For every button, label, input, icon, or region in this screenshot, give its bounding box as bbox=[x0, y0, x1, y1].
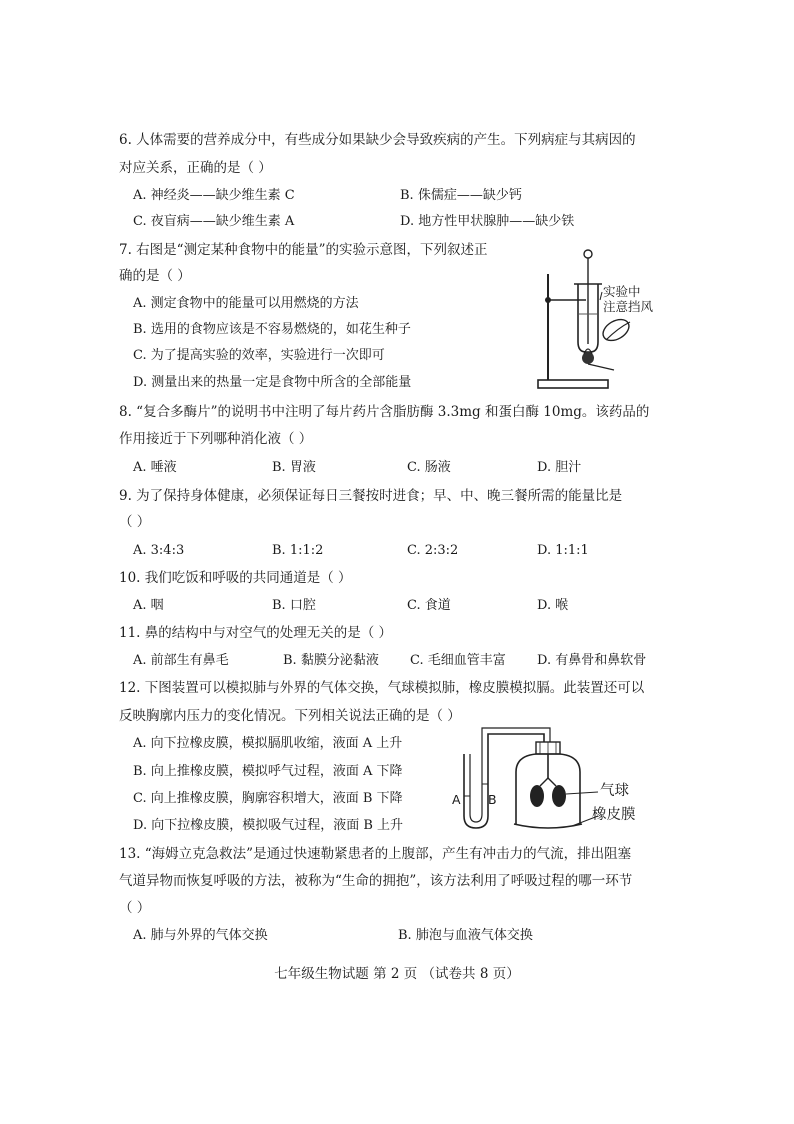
q12-option-d: D. 向下拉橡皮膜，模拟吸气过程，液面 B 上升 bbox=[133, 818, 404, 833]
q8-option-b: B. 胃液 bbox=[272, 460, 316, 475]
q11-stem: 11. 鼻的结构中与对空气的处理无关的是（ ） bbox=[119, 625, 393, 641]
q7-stem-line1: 7. 右图是“测定某种食物中的能量”的实验示意图，下列叙述正 bbox=[119, 242, 488, 258]
q13-option-a: A. 肺与外界的气体交换 bbox=[133, 928, 268, 943]
q8-option-d: D. 胆汁 bbox=[537, 460, 582, 475]
q6-option-b: B. 侏儒症——缺少钙 bbox=[400, 188, 522, 203]
q7-stem-line2: 确的是（ ） bbox=[119, 268, 191, 284]
q8-stem-line2: 作用接近于下列哪种消化液（ ） bbox=[119, 431, 313, 447]
q6-option-d: D. 地方性甲状腺肿——缺少铁 bbox=[400, 214, 575, 229]
q10-option-c: C. 食道 bbox=[407, 598, 451, 613]
q13-stem-line3: （ ） bbox=[119, 900, 151, 916]
q6-option-a: A. 神经炎——缺少维生素 C bbox=[133, 188, 295, 203]
page-footer: 七年级生物试题 第 2 页 （试卷共 8 页） bbox=[274, 966, 520, 982]
q12-option-c: C. 向上推橡皮膜，胸廓容积增大，液面 B 下降 bbox=[133, 791, 403, 806]
q11-option-c: C. 毛细血管丰富 bbox=[410, 653, 506, 668]
q10-option-a: A. 咽 bbox=[133, 598, 164, 613]
q7-option-d: D. 测量出来的热量一定是食物中所含的全部能量 bbox=[133, 375, 412, 390]
q9-option-a: A. 3:4:3 bbox=[133, 543, 185, 558]
q12-option-a: A. 向下拉橡皮膜，模拟膈肌收缩，液面 A 上升 bbox=[133, 736, 403, 751]
q9-option-b: B. 1:1:2 bbox=[272, 543, 324, 558]
q9-stem-line1: 9. 为了保持身体健康，必须保证每日三餐按时进食；早、中、晚三餐所需的能量比是 bbox=[119, 488, 623, 504]
q11-option-a: A. 前部生有鼻毛 bbox=[133, 653, 229, 668]
q9-stem-line2: （ ） bbox=[119, 514, 151, 530]
membrane-label: 橡皮膜 bbox=[592, 807, 636, 823]
q6-stem-line2: 对应关系，正确的是（ ） bbox=[119, 160, 272, 176]
q12-stem-line2: 反映胸廓内压力的变化情况。下列相关说法正确的是（ ） bbox=[119, 708, 461, 724]
figure-label-windshield: 注意挡风 bbox=[603, 299, 654, 314]
q10-stem: 10. 我们吃饭和呼吸的共同通道是（ ） bbox=[119, 570, 352, 586]
food-energy-apparatus-figure bbox=[528, 244, 678, 394]
q9-option-c: C. 2:3:2 bbox=[407, 543, 459, 558]
q6-stem-line1: 6. 人体需要的营养成分中，有些成分如果缺少会导致疾病的产生。下列病症与其病因的 bbox=[119, 132, 636, 148]
q10-option-b: B. 口腔 bbox=[272, 598, 316, 613]
q12-stem-line1: 12. 下图装置可以模拟肺与外界的气体交换，气球模拟肺，橡皮膜模拟膈。此装置还可以 bbox=[119, 680, 645, 696]
q13-stem-line2: 气道异物而恢复呼吸的方法，被称为“生命的拥抱”，该方法利用了呼吸过程的哪一环节 bbox=[119, 873, 633, 889]
q7-option-c: C. 为了提高实验的效率，实验进行一次即可 bbox=[133, 348, 385, 363]
q8-option-c: C. 肠液 bbox=[407, 460, 451, 475]
q7-option-b: B. 选用的食物应该是不容易燃烧的，如花生种子 bbox=[133, 322, 411, 337]
q11-option-b: B. 黏膜分泌黏液 bbox=[283, 653, 379, 668]
u-tube-label-a: A bbox=[452, 792, 461, 807]
q8-option-a: A. 唾液 bbox=[133, 460, 177, 475]
figure-label-experiment: 实验中 bbox=[603, 284, 641, 299]
q12-option-b: B. 向上推橡皮膜，模拟呼气过程，液面 A 下降 bbox=[133, 764, 403, 779]
q6-option-c: C. 夜盲病——缺少维生素 A bbox=[133, 214, 295, 229]
balloon-label: 气球 bbox=[600, 783, 629, 799]
q7-option-a: A. 测定食物中的能量可以用燃烧的方法 bbox=[133, 296, 359, 311]
q13-option-b: B. 肺泡与血液气体交换 bbox=[398, 928, 533, 943]
q11-option-d: D. 有鼻骨和鼻软骨 bbox=[537, 653, 647, 668]
q13-stem-line1: 13. “海姆立克急救法”是通过快速勒紧患者的上腹部，产生有冲击力的气流，排出阻塞 bbox=[119, 846, 632, 862]
q10-option-d: D. 喉 bbox=[537, 598, 569, 613]
q8-stem-line1: 8. “复合多酶片”的说明书中注明了每片药片含脂肪酶 3.3mg 和蛋白酶 10mg。该药品的 bbox=[119, 404, 650, 420]
u-tube-label-b: B bbox=[488, 792, 497, 807]
q9-option-d: D. 1:1:1 bbox=[537, 543, 589, 558]
